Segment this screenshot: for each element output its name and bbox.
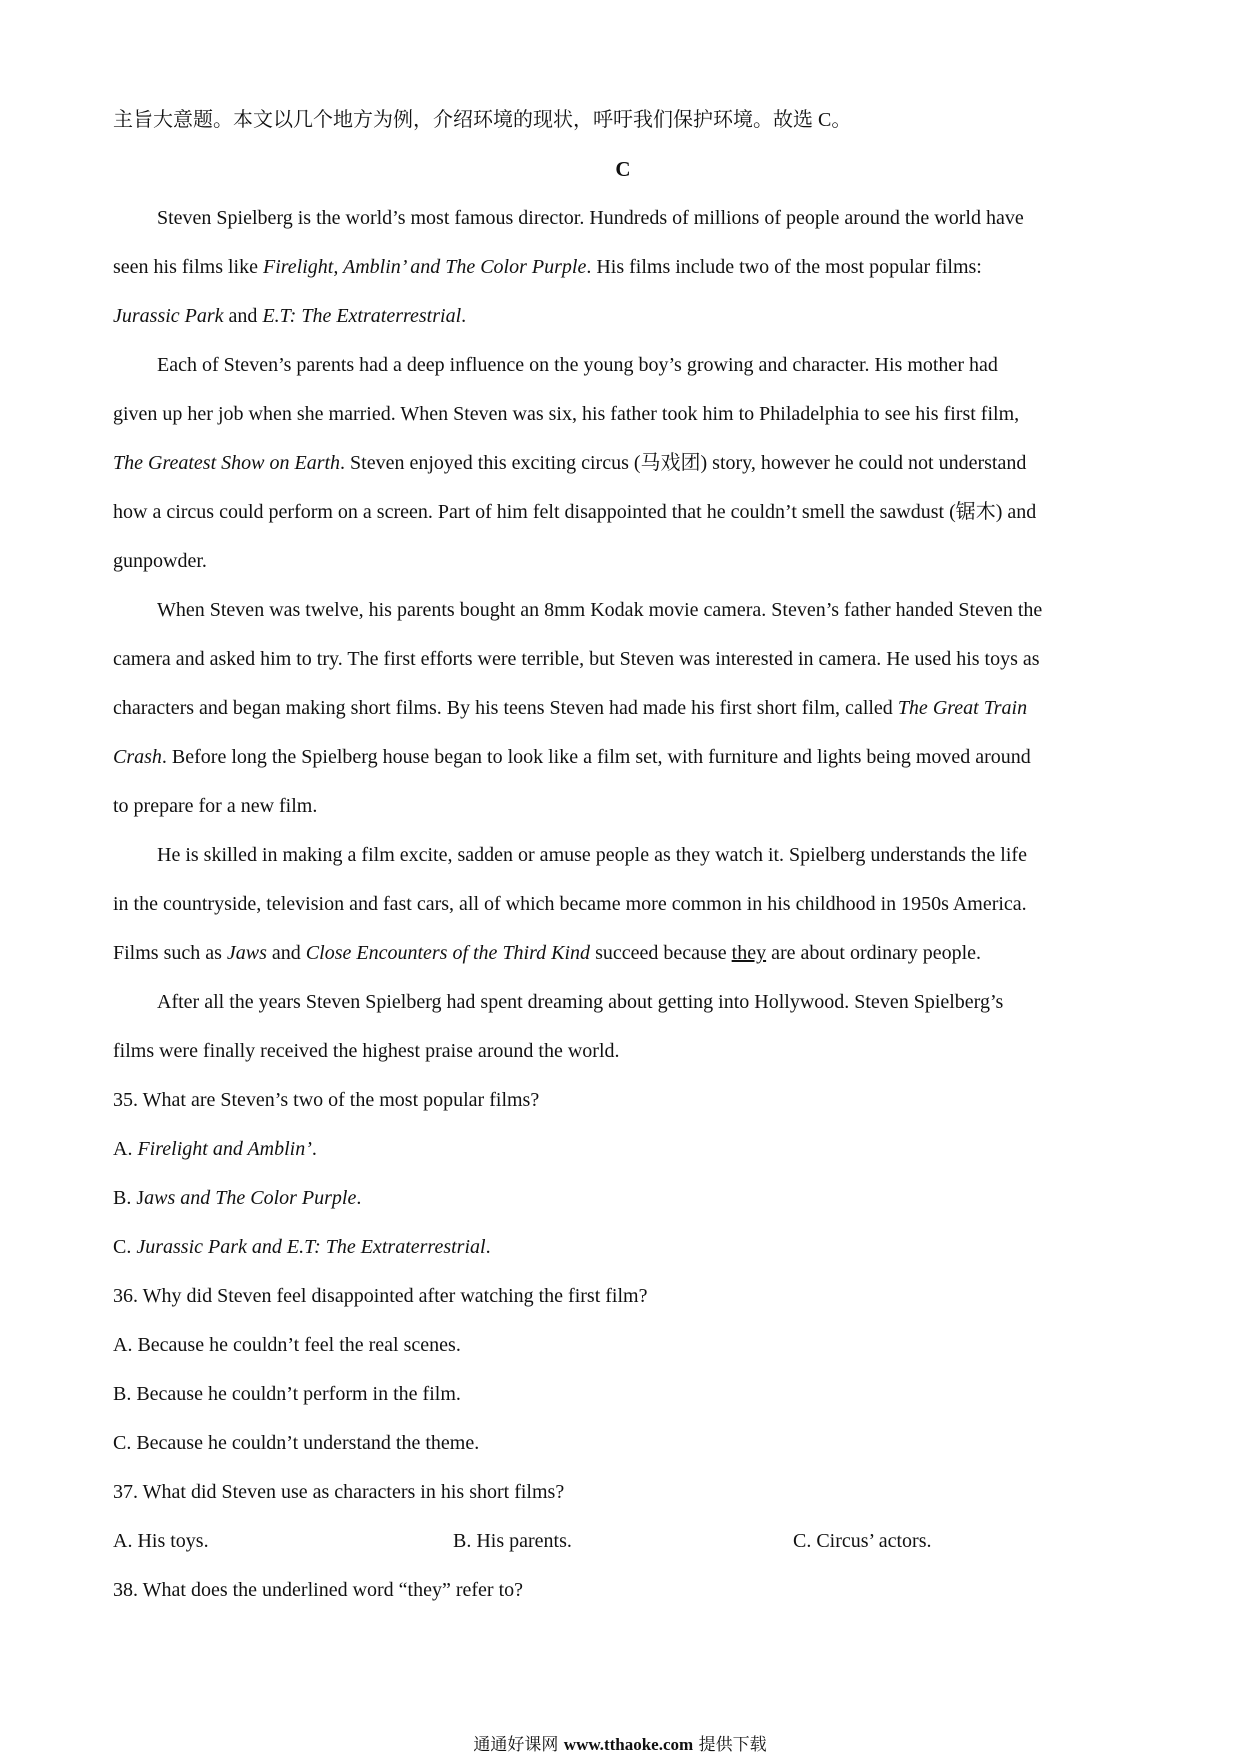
passage-p2-line-4: how a circus could perform on a screen. Part of him felt disappointed that he couldn’t smell the sawdust (锯木) and (113, 501, 1037, 523)
question-35-option-c (113, 1223, 1133, 1272)
film-title: Close Encounters of the Third Kind (305, 942, 591, 964)
text-run: and (266, 942, 306, 964)
text-run: . (485, 1236, 491, 1258)
passage-p3-line-5: to prepare for a new film. (113, 795, 318, 817)
question-36-option-a: A. Because he couldn’t feel the real scenes. (113, 1334, 461, 1356)
option-text: aws and The Color Purple (144, 1187, 357, 1209)
question-37-stem: 37. What did Steven use as characters in his short films? (113, 1481, 565, 1503)
question-37-option-c: C. Circus’ actors. (793, 1530, 932, 1552)
option-text: Jurassic Park and E.T: The Extraterrestrial (136, 1236, 486, 1258)
intro-line: 主旨大意题。本文以几个地方为例，介绍环境的现状，呼吁我们保护环境。故选 C。 (113, 109, 852, 131)
text-run: . His films include two of the most popular films: (586, 256, 982, 278)
question-36-stem: 36. Why did Steven feel disappointed after watching the first film? (113, 1285, 648, 1307)
passage-p4-line-1: He is skilled in making a film excite, sadden or amuse people as they watch it. Spielberg understands the life (157, 844, 1027, 866)
section-label: C (615, 157, 631, 181)
passage-p3-line-2: camera and asked him to try. The first efforts were terrible, but Steven was interested in camera. He used his toys as (113, 648, 1040, 670)
passage-p3-line-3 (113, 684, 1133, 733)
page-footer (0, 1730, 1240, 1755)
passage-p4-line-2: in the countryside, television and fast cars, all of which became more common in his childhood in 1950s America. (113, 893, 1027, 915)
question-37-option-a: A. His toys. (113, 1530, 209, 1552)
text-run: are about ordinary people. (766, 942, 982, 964)
question-36-option-c: C. Because he couldn’t understand the theme. (113, 1432, 480, 1454)
text-run: characters and began making short films. By his teens Steven had made his first short film, called (113, 697, 898, 719)
passage-p1-line-2 (113, 243, 1133, 292)
question-37-option-b: B. His parents. (453, 1530, 572, 1552)
passage-p2-line-1: Each of Steven’s parents had a deep influence on the young boy’s growing and character. His mother had (157, 354, 998, 376)
question-38-stem: 38. What does the underlined word “they” refer to? (113, 1579, 524, 1601)
question-35-stem: 35. What are Steven’s two of the most popular films? (113, 1089, 540, 1111)
film-title: The Great Train (897, 697, 1028, 719)
question-37-options (113, 1517, 1133, 1566)
text-run: . Steven enjoyed this exciting circus (马戏团) story, however he could not understand (340, 452, 1027, 474)
film-title: Jurassic Park (113, 305, 224, 327)
underlined-word: they (731, 942, 767, 964)
passage-p1-line-1: Steven Spielberg is the world’s most famous director. Hundreds of millions of people around the world have (157, 207, 1024, 229)
question-35-option-b (113, 1174, 1133, 1223)
passage-p2-line-5: gunpowder. (113, 550, 207, 572)
footer-url[interactable]: www.tthaoke.com (563, 1735, 694, 1754)
text-run: seen his films like (113, 256, 263, 278)
passage-p4-line-3 (113, 929, 1133, 978)
passage-p5-line-2: films were finally received the highest praise around the world. (113, 1040, 620, 1062)
passage-p2-line-2: given up her job when she married. When Steven was six, his father took him to Philadelphia to see his first film, (113, 403, 1020, 425)
film-title: Jaws (226, 942, 267, 964)
text-run: succeed because (590, 942, 732, 964)
option-letter: C. (113, 1236, 137, 1258)
passage-p1-line-3 (113, 292, 1133, 341)
text-run: . (356, 1187, 362, 1209)
option-text: Firelight and Amblin’ (137, 1138, 312, 1160)
text-run: . (461, 305, 467, 327)
passage-p2-line-3 (113, 439, 1133, 488)
film-title: E.T: The Extraterrestrial (262, 305, 462, 327)
footer-site-name: 通通好课网 (473, 1735, 559, 1755)
passage-p3-line-1: When Steven was twelve, his parents bought an 8mm Kodak movie camera. Steven’s father handed Steven the (157, 599, 1043, 621)
text-run: Films such as (113, 942, 227, 964)
film-title: The Greatest Show on Earth (113, 452, 341, 474)
film-title: Crash (113, 746, 162, 768)
text-run: and (223, 305, 263, 327)
text-run: . (311, 1138, 317, 1160)
passage-p5-line-1: After all the years Steven Spielberg had spent dreaming about getting into Hollywood. Steven Spielberg’s (157, 991, 1004, 1013)
document-page (113, 96, 1133, 1615)
passage-p3-line-4 (113, 733, 1133, 782)
option-letter: B. J (113, 1187, 145, 1209)
option-letter: A. (113, 1138, 138, 1160)
text-run: . Before long the Spielberg house began to look like a film set, with furniture and lights being moved around (161, 746, 1031, 768)
film-title: Firelight, Amblin’ and The Color Purple (262, 256, 587, 278)
footer-note: 提供下载 (698, 1735, 767, 1755)
question-36-option-b: B. Because he couldn’t perform in the film. (113, 1383, 461, 1405)
question-35-option-a (113, 1125, 1133, 1174)
